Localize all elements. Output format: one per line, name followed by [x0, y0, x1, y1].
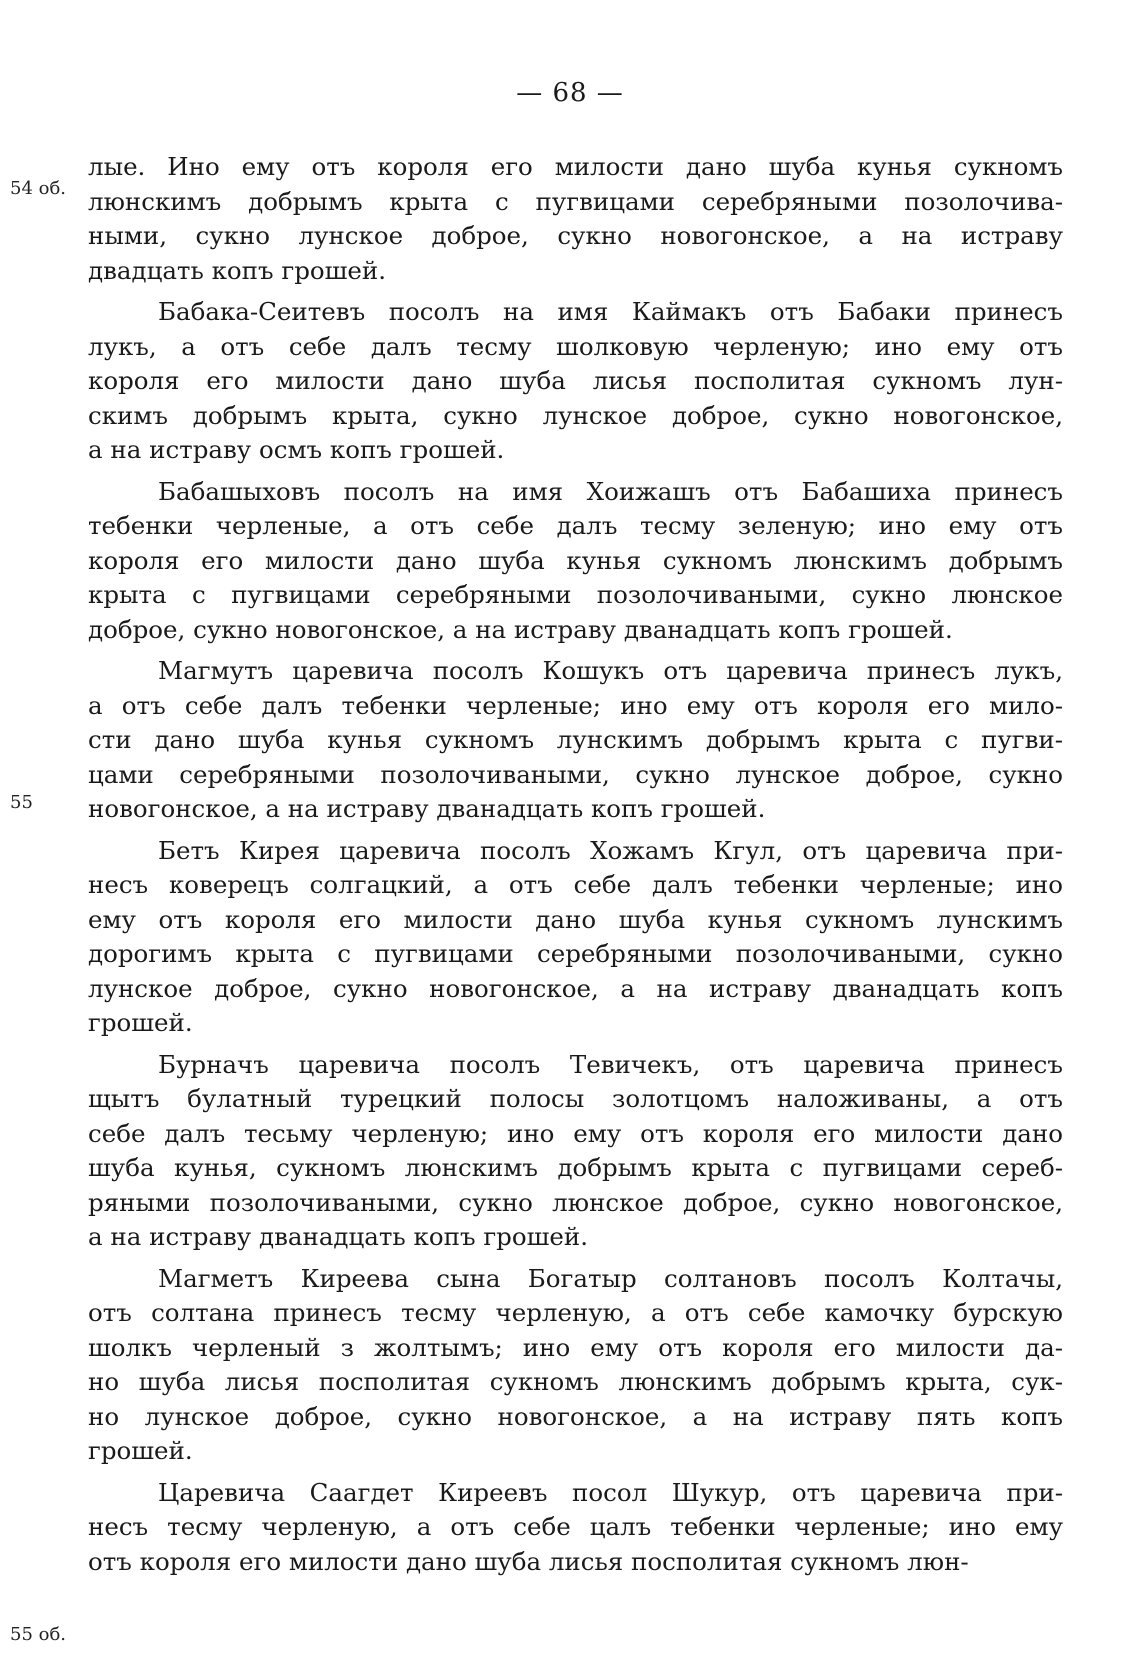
text-line: короля его милости дано шуба кунья сукномъ люнскимъ добрымъ: [88, 545, 1063, 575]
body-text: [88, 150, 1063, 1586]
text-line: двадцать копъ грошей.: [88, 255, 387, 285]
paragraph: [88, 1262, 1063, 1469]
paragraph: [88, 654, 1063, 827]
text-line: Бабашыховъ посолъ на имя Хоижашъ отъ Бабашиха принесъ: [158, 476, 1063, 506]
text-line: Бетъ Кирея царевича посолъ Хожамъ Кгул, отъ царевича при-: [158, 835, 1063, 865]
paragraph: [88, 834, 1063, 1041]
text-line: ему отъ короля его милости дано шуба кунья сукномъ лунскимъ: [88, 904, 1063, 934]
text-line: ряными позолочиваными, сукно люнское доброе, сукно новогонское,: [88, 1187, 1063, 1217]
text-line: крыта с пугвицами серебряными позолочиваными, сукно люнское: [88, 580, 1063, 609]
paragraph: [88, 295, 1063, 468]
text-line: короля его милости дано шуба лисья посполитая сукномъ лун-: [88, 366, 1063, 395]
text-line: Магмутъ царевича посолъ Кошукъ отъ царевича принесъ лукъ,: [158, 656, 1063, 685]
text-line: а отъ себе далъ тебенки черленые; ино ему отъ короля его мило-: [88, 690, 1063, 720]
text-line: Бабака-Сеитевъ посолъ на имя Каймакъ отъ Бабаки принесъ: [158, 297, 1063, 326]
text-line: но шуба лисья посполитая сукномъ люнскимъ добрымъ крыта, сук-: [88, 1367, 1063, 1396]
text-line: себе далъ тесьму черленую; ино ему отъ короля его милости дано: [88, 1118, 1063, 1148]
text-line: дорогимъ крыта с пугвицами серебряными позолочиваными, сукно: [88, 939, 1063, 968]
paragraph: [88, 1476, 1063, 1580]
text-line: тебенки черленые, а отъ себе далъ тесму зеленую; ино ему отъ: [88, 511, 1063, 540]
text-line: щытъ булатный турецкий полосы золотцомъ наложиваны, а отъ: [88, 1084, 1063, 1113]
page-number: — 68 —: [516, 78, 624, 108]
text-line: отъ короля его милости дано шуба лисья посполитая сукномъ люн-: [88, 1546, 969, 1576]
text-line: люнскимъ добрымъ крыта с пугвицами серебряными позолочива-: [88, 186, 1063, 216]
text-line: новогонское, а на истраву дванадцать копъ грошей.: [88, 794, 766, 823]
text-line: Царевича Саагдет Киреевъ посол Шукур, отъ царевича при-: [158, 1477, 1063, 1507]
paragraph: [88, 475, 1063, 648]
text-line: грошей.: [88, 1008, 193, 1037]
text-line: шолкъ черленый з жолтымъ; ино ему отъ короля его милости да-: [88, 1332, 1063, 1362]
text-line: несъ тесму черленую, а отъ себе цалъ тебенки черленые; ино ему: [88, 1512, 1063, 1541]
text-line: но лунское доброе, сукно новогонское, а на истраву пять копъ: [88, 1401, 1063, 1431]
margin-note-54-ob: 54 об.: [10, 178, 67, 199]
margin-note-55: 55: [10, 792, 33, 813]
text-line: скимъ добрымъ крыта, сукно лунское доброе, сукно новогонское,: [88, 400, 1063, 430]
paragraph: [88, 1048, 1063, 1255]
text-line: сти дано шуба кунья сукномъ лунскимъ добрымъ крыта с пугви-: [88, 725, 1063, 754]
text-line: Магметъ Киреева сына Богатыр солтановъ посолъ Колтачы,: [158, 1263, 1063, 1293]
text-line: шуба кунья, сукномъ люнскимъ добрымъ крыта с пугвицами сереб-: [88, 1153, 1063, 1182]
text-line: грошей.: [88, 1436, 193, 1465]
text-line: несъ коверецъ солгацкий, а отъ себе далъ тебенки черленые; ино: [88, 870, 1063, 899]
paragraph: [88, 150, 1063, 288]
text-line: доброе, сукно новогонское, а на истраву дванадцать копъ грошей.: [88, 614, 953, 644]
text-line: лунское доброе, сукно новогонское, а на истраву дванадцать копъ: [88, 973, 1063, 1003]
text-line: а на истраву дванадцать копъ грошей.: [88, 1222, 588, 1251]
text-line: а на истраву осмъ копъ грошей.: [88, 435, 505, 464]
text-line: Бурначъ царевича посолъ Тевичекъ, отъ царевича принесъ: [158, 1049, 1063, 1079]
text-line: ными, сукно лунское доброе, сукно новогонское, а на истраву: [88, 221, 1063, 250]
text-line: лые. Ино ему отъ короля его милости дано шуба кунья сукномъ: [88, 152, 1063, 181]
text-line: цами серебряными позолочиваными, сукно лунское доброе, сукно: [88, 759, 1063, 789]
margin-note-55-ob: 55 об.: [10, 1624, 67, 1645]
text-line: лукъ, а отъ себе далъ тесму шолковую черленую; ино ему отъ: [88, 331, 1063, 361]
text-line: отъ солтана принесъ тесму черленую, а отъ себе камочку бурскую: [88, 1298, 1063, 1327]
